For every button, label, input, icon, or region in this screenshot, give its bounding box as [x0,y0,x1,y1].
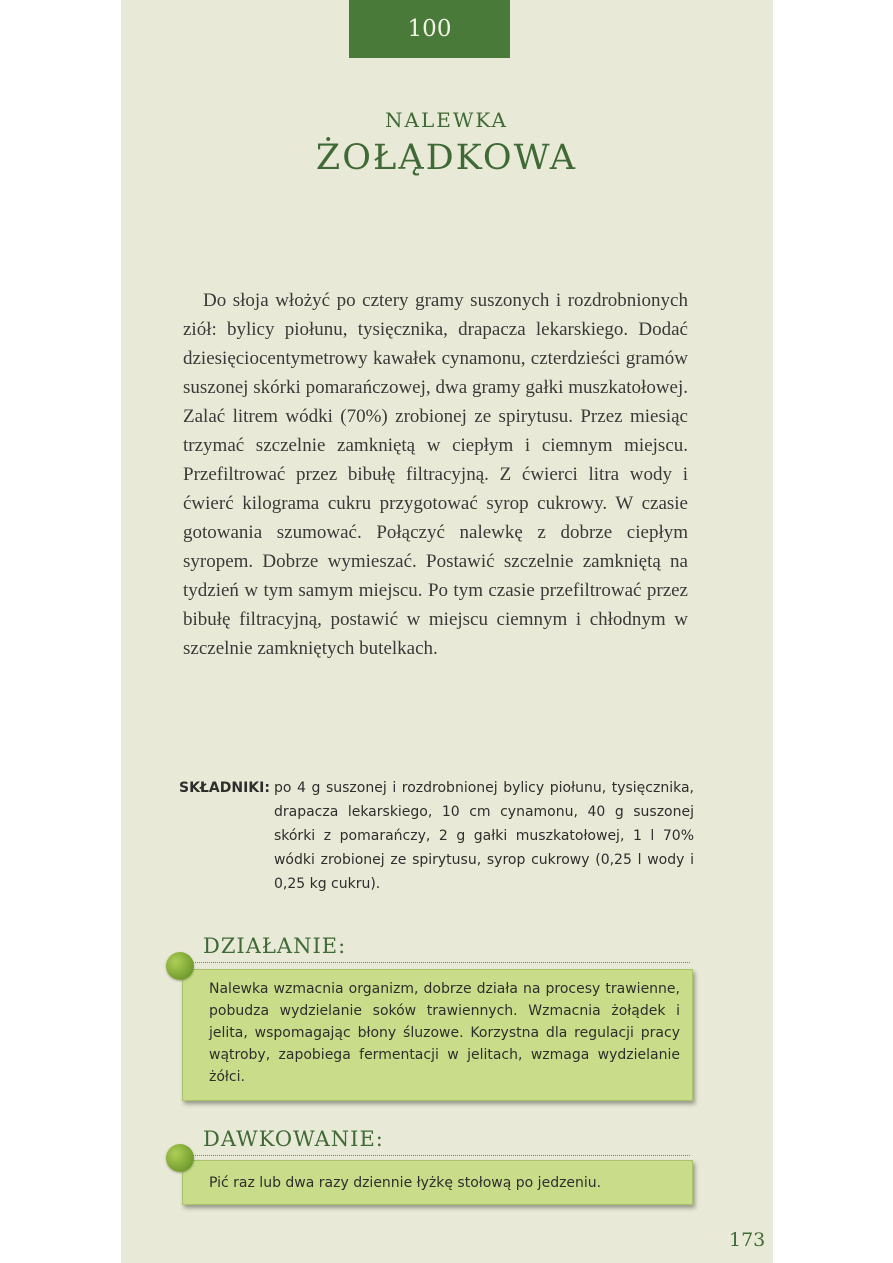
dzialanie-text: Nalewka wzmacnia organizm, dobrze działa na procesy trawienne, pobudza wydzielanie soków trawiennych. Wzmacnia żołądek i jelita, wspomagając błony śluzowe. Korzystna dla regulacji pracy wątroby, zapobiega fermentacji w jelitach, wzmaga wydzielanie żółci. [209,981,680,1085]
dzialanie-heading-line [190,962,690,963]
recipe-text: Do słoja włożyć po cztery gramy suszonych i rozdrobnionych ziół: bylicy piołunu, tysięcznika, drapacza lekarskiego. Dodać dziesięciocentymetrowy kawałek cynamonu, czterdzieści gramów suszonej skórki pomarańczowej, dwa gramy gałki muszkatołowej. Zalać litrem wódki (70%) zrobionej ze spirytusu. Przez miesiąc trzymać szczelnie zamkniętą w ciepłym i ciemnym miejscu. Przefiltrować przez bibułę filtracyjną. Z ćwierci litra wody i ćwierć kilograma cukru przygotować syrop cukrowy. W czasie gotowania szumować. Połączyć nalewkę z dobrze ciepłym syropem. Dobrze wymieszać. Postawić szczelnie zamkniętą na tydzień w tym samym miejscu. Po tym czasie przefiltrować przez bibułę filtracyjną, postawić w miejscu ciemnym i chłodnym w szczelnie zamkniętych butelkach. [183,290,688,659]
dawkowanie-box [182,1160,693,1205]
page-number: 173 [729,1229,766,1251]
title-line-2: ŻOŁĄDKOWA [315,138,578,178]
ingredients-label: SKŁADNIKI: [179,780,270,796]
recipe-number: 100 [407,16,452,42]
dawkowanie-heading: DAWKOWANIE: [203,1127,384,1151]
ingredients-block [179,776,694,896]
dzialanie-box [182,969,693,1101]
dawkowanie-text: Pić raz lub dwa razy dziennie łyżkę stołową po jedzeniu. [209,1175,602,1191]
dawkowanie-bullet-icon [166,1144,194,1172]
ingredients-text: po 4 g suszonej i rozdrobnionej bylicy piołunu, tysięcznika, drapacza lekarskiego, 10 cm cynamonu, 40 g suszonej skórki z pomarańczy, 2 g gałki muszkatołowej, 1 l 70% wódki zrobionej ze spirytusu, syrop cukrowy (0,25 l wody i 0,25 kg cukru). [273,780,694,892]
dzialanie-bullet-icon [166,952,194,980]
dzialanie-heading: DZIAŁANIE: [203,934,347,958]
dawkowanie-heading-line [190,1155,690,1156]
title-line-1: NALEWKA [385,108,508,132]
recipe-number-tab [349,0,510,58]
